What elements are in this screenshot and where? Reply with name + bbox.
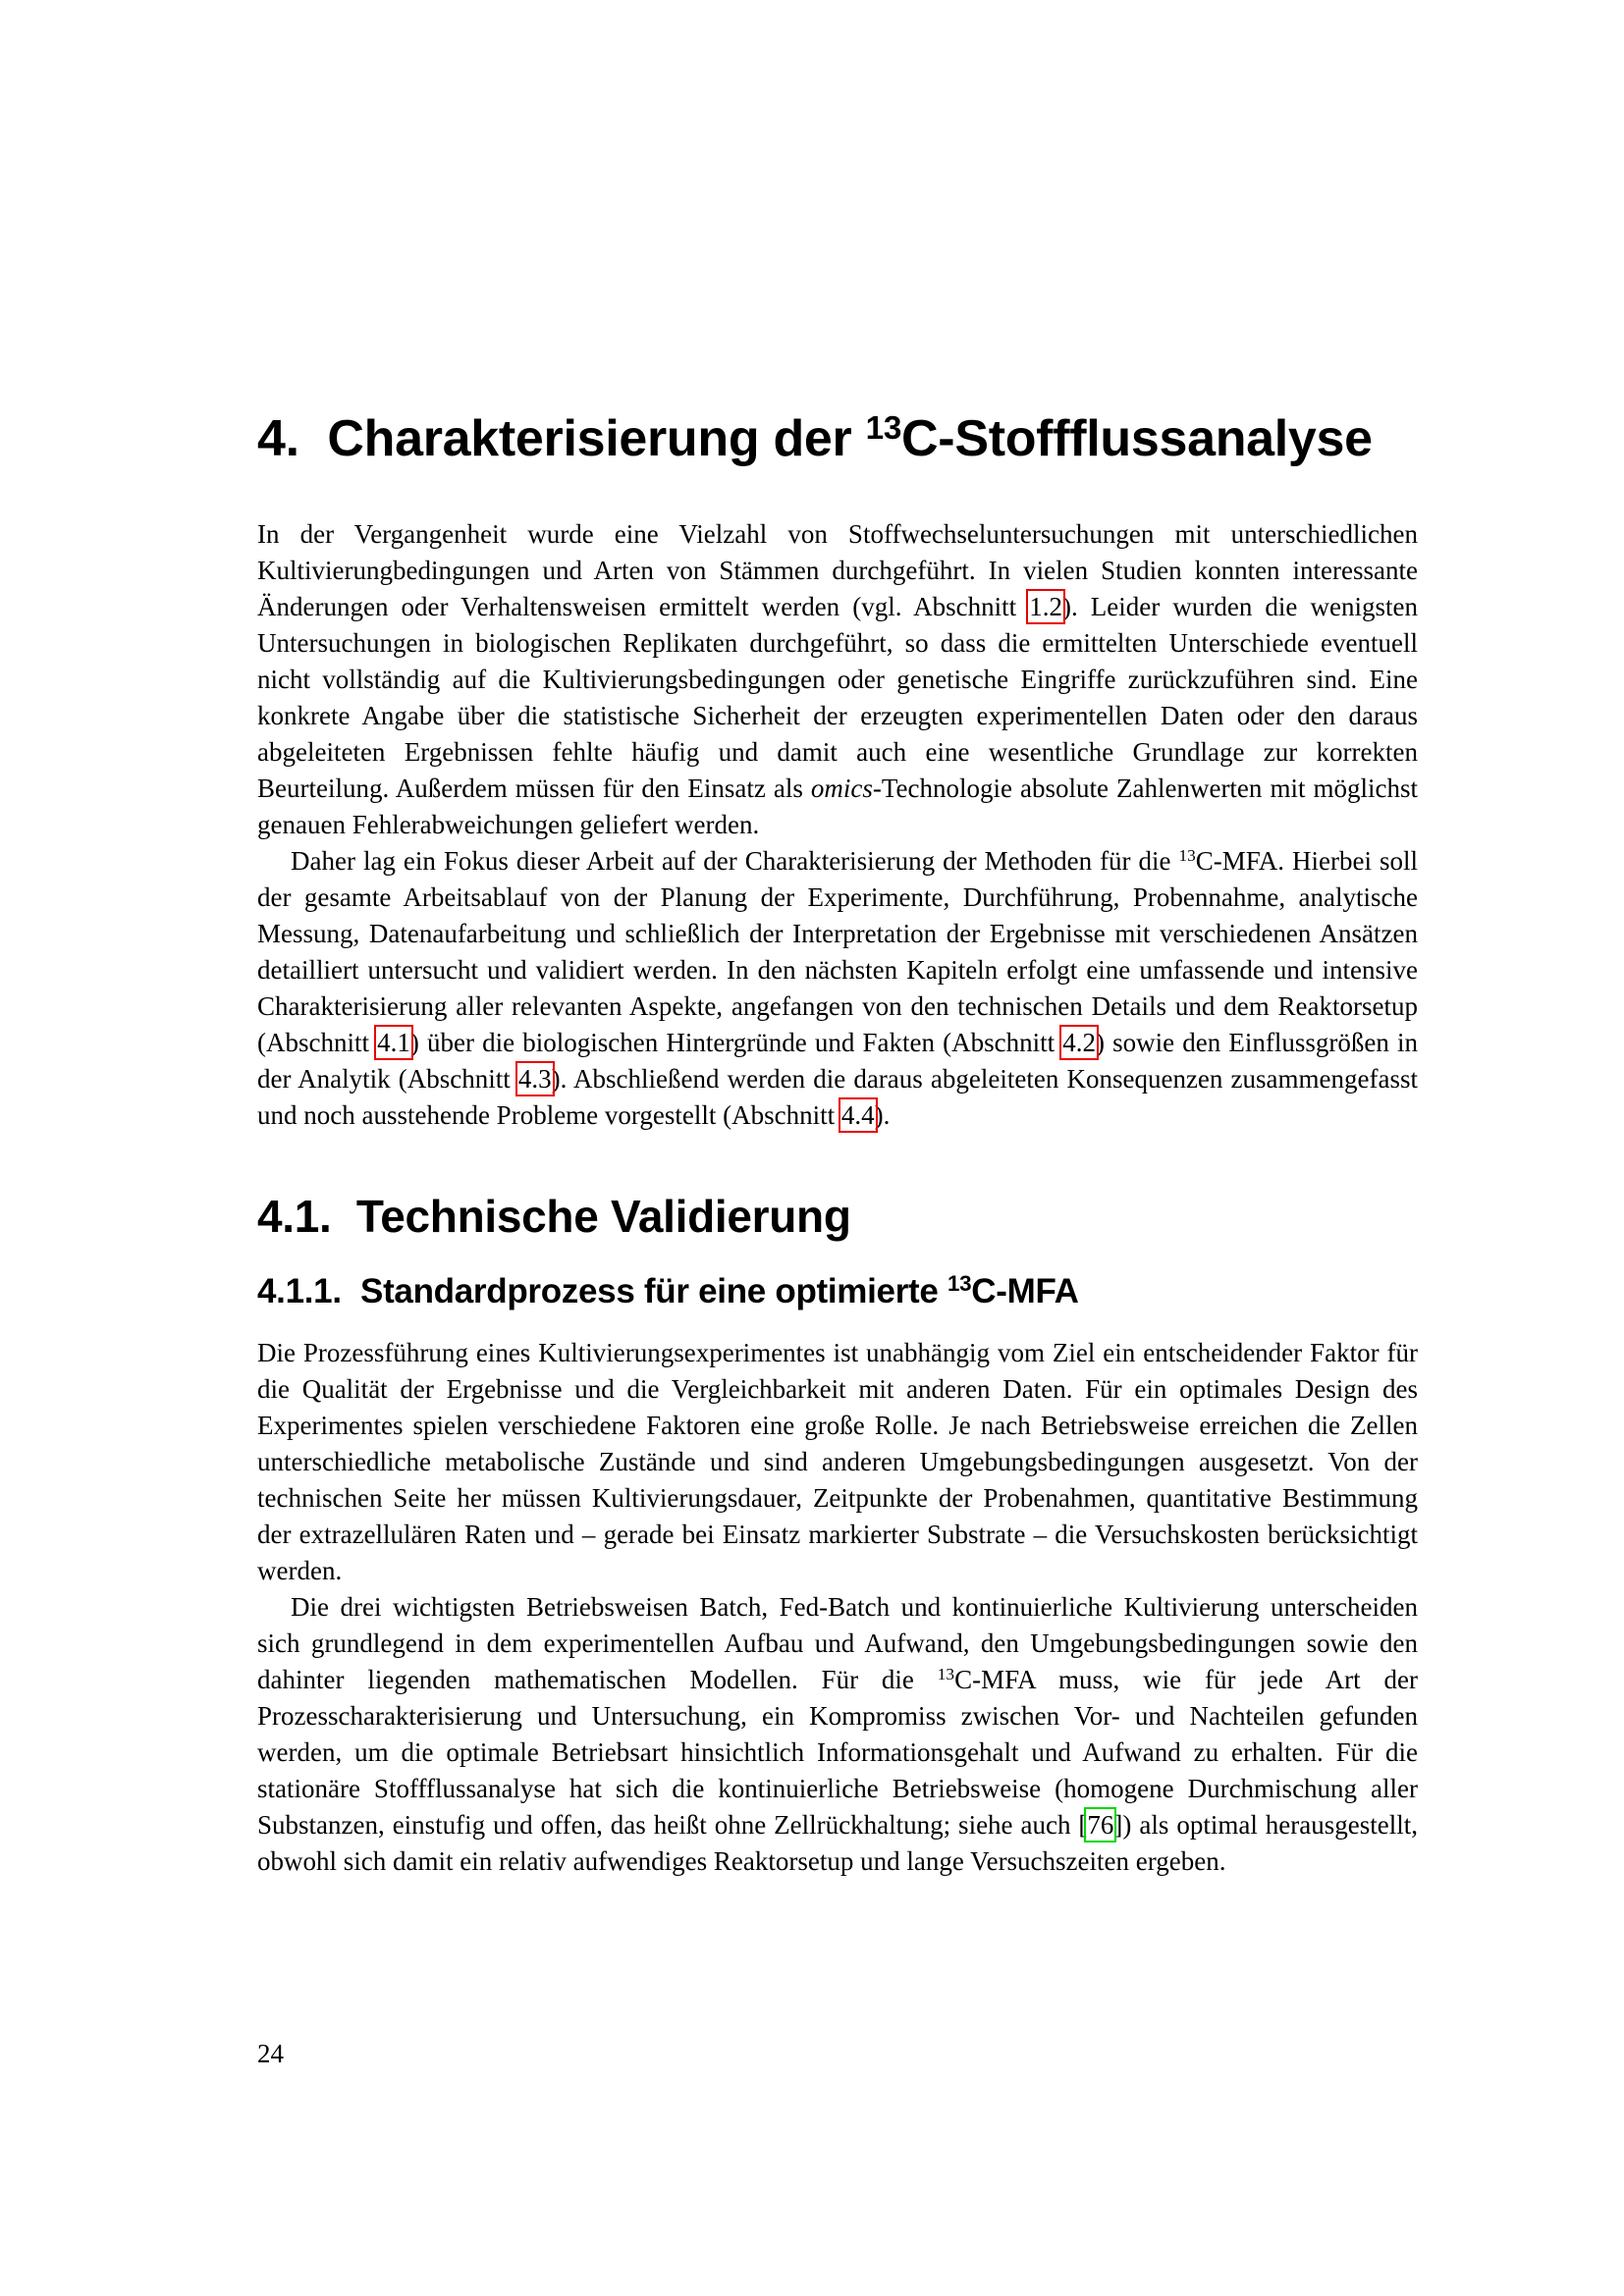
text-run: Charakterisierung der: [327, 410, 866, 467]
superscript-text: 13: [947, 1271, 972, 1297]
text-run: Technische Validierung: [355, 1191, 851, 1242]
section-ref-link[interactable]: 4.4: [840, 1100, 875, 1130]
body-paragraph-4: [257, 1589, 1418, 1880]
text-run: Standardprozess für eine optimierte: [360, 1272, 947, 1310]
section-ref-link[interactable]: 4.3: [517, 1064, 552, 1094]
section-ref-link[interactable]: 1.2: [1029, 592, 1062, 621]
text-run: ) über die biologischen Hintergründe und Fakten (Abschnitt: [409, 1028, 1063, 1057]
subsection-heading: [257, 1270, 1418, 1313]
chapter-heading: [257, 409, 1418, 468]
page-number: 24: [257, 2039, 284, 2068]
heading-number: 4.: [257, 410, 299, 467]
text-run: ). Abschließend werden die daraus abgeleiteten Konsequenzen zusammengefasst und noch ausstehende Probleme vorgestellt (Abschnitt: [257, 1064, 1418, 1130]
text-run: ) sowie den Einflussgrößen in der Analytik (Abschnitt: [257, 1028, 1418, 1094]
section-ref-link[interactable]: 4.2: [1062, 1028, 1097, 1057]
superscript-text: 13: [1178, 846, 1196, 866]
content-column: [257, 0, 1418, 1880]
body-paragraph-1: [257, 516, 1418, 843]
text-run: In der Vergangenheit wurde eine Vielzahl von Stoffwechseluntersuchungen mit unterschiedlichen Kultivierungbedingungen und Arten von Stämmen durchgeführt. In vielen Studien konnten interessante Änderungen oder Verhaltensweisen ermittelt werden (vgl. Abschnitt: [257, 519, 1418, 621]
text-run: Die Prozessführung eines Kultivierungsexperimentes ist unabhängig vom Ziel ein entscheidender Faktor für die Qualität der Ergebnisse und die Vergleichbarkeit mit anderen Daten. Für ein optimales Design des Experimentes spielen verschiedene Faktoren eine große Rolle. Je nach Betriebsweise erreichen die Zellen unterschiedliche metabolische Zustände und sind anderen Umgebungsbedingungen ausgesetzt. Von der technischen Seite her müssen Kultivierungsdauer, Zeitpunkte der Probenahmen, quantitative Bestimmung der extrazellulären Raten und – gerade bei Einsatz markierter Substrate – die Versuchskosten berücksichtigt werden.: [257, 1338, 1418, 1585]
text-run: C-Stoffflussanalyse: [901, 410, 1373, 467]
text-run: C-MFA: [971, 1272, 1079, 1310]
section-heading: [257, 1190, 1418, 1243]
superscript-text: 13: [865, 409, 902, 447]
citation-ref-link[interactable]: 76: [1087, 1810, 1114, 1840]
body-paragraph-3: [257, 1335, 1418, 1589]
text-run: Die drei wichtigsten Betriebsweisen Batch, Fed-Batch und kontinuierliche Kultivierung unterscheiden sich grundlegend in dem experimentellen Aufbau und Aufwand, den Umgebungsbedingungen sowie den dahinter liegenden mathematischen Modellen. Für die: [257, 1592, 1418, 1694]
text-run: C-MFA. Hierbei soll der gesamte Arbeitsablauf von der Planung der Experimente, Durchführung, Probennahme, analytische Messung, Datenaufarbeitung und schließlich der Interpretation der Ergebnisse mit verschiedenen Ansätzen detailliert untersucht und validiert werden. In den nächsten Kapiteln erfolgt eine umfassende und intensive Charakterisierung aller relevanten Aspekte, angefangen von den technischen Details und dem Reaktorsetup (Abschnitt: [257, 846, 1418, 1057]
heading-number: 4.1.: [257, 1191, 332, 1242]
body-paragraph-2: [257, 843, 1418, 1134]
text-run: ]) als optimal herausgestellt, obwohl sich damit ein relativ aufwendiges Reaktorsetup und lange Versuchszeiten ergeben.: [257, 1810, 1418, 1876]
section-ref-link[interactable]: 4.1: [377, 1028, 410, 1057]
text-run: -Technologie absolute Zahlenwerten mit möglichst genauen Fehlerabweichungen geliefert werden.: [257, 774, 1418, 839]
text-run: C-MFA muss, wie für jede Art der Prozesscharakterisierung und Untersuchung, ein Kompromiss zwischen Vor- und Nachteilen gefunden werden, um die optimale Betriebsart hinsichtlich Informationsgehalt und Aufwand zu erhalten. Für die stationäre Stoffflussanalyse hat sich die kontinuierliche Betriebsweise (homogene Durchmischung aller Substanzen, einstufig und offen, das heißt ohne Zellrückhaltung; siehe auch [: [257, 1665, 1418, 1840]
text-run: Daher lag ein Fokus dieser Arbeit auf der Charakterisierung der Methoden für die: [291, 846, 1179, 876]
italic-text: omics: [810, 774, 873, 803]
text-run: ). Leider wurden die wenigsten Untersuchungen in biologischen Replikaten durchgeführt, so dass die ermittelten Unterschiede eventuell nicht vollständig auf die Kultivierungsbedingungen oder genetische Eingriffe zurückzuführen sind. Eine konkrete Angabe über die statistische Sicherheit der erzeugten experimentellen Daten oder den daraus abgeleiteten Ergebnissen fehlte häufig und damit auch eine wesentliche Grundlage zur korrekten Beurteilung. Außerdem müssen für den Einsatz als: [257, 592, 1418, 803]
heading-number: 4.1.1.: [257, 1272, 342, 1310]
text-run: ).: [874, 1100, 891, 1130]
superscript-text: 13: [937, 1665, 955, 1684]
